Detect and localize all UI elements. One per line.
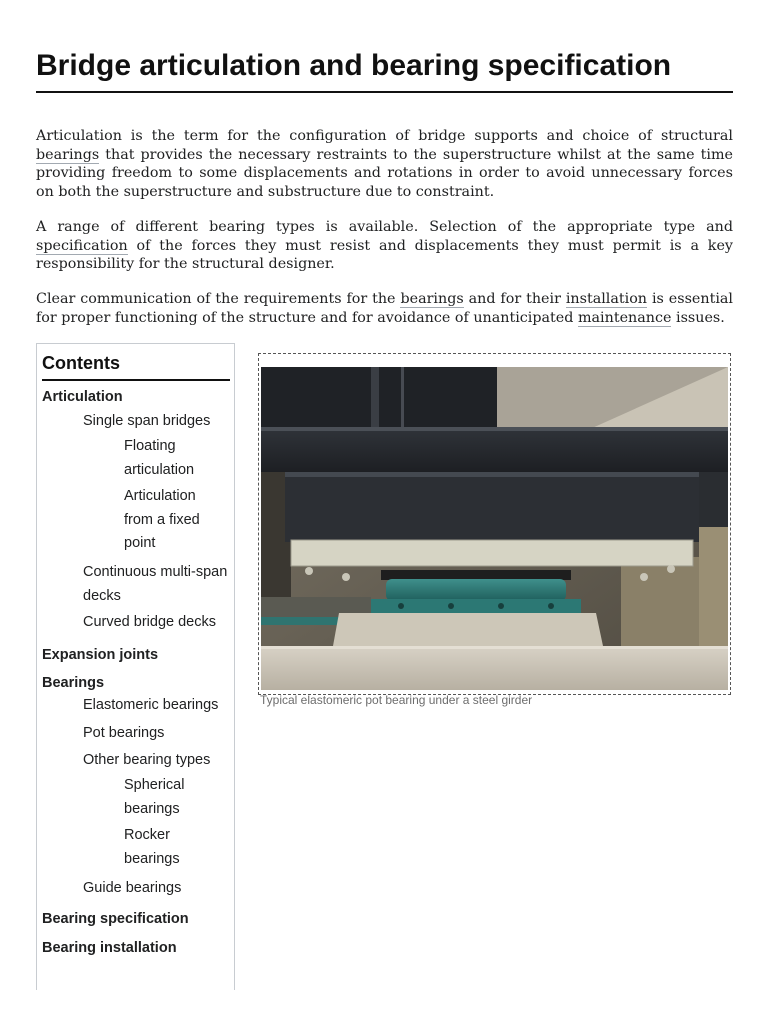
- text-span: of the forces they must resist and displacements they must permit is a key responsibility for the structural designer.: [36, 237, 733, 273]
- toc-item-floating-articulation[interactable]: Floating articulation: [124, 438, 195, 478]
- bearings-link[interactable]: bearings: [36, 146, 100, 163]
- installation-link[interactable]: installation: [565, 291, 648, 307]
- text-span: and for their: [463, 291, 566, 307]
- toc-item-other-bearing-types[interactable]: Other bearing types: [83, 752, 211, 768]
- text-span: that provides the necessary restraints to the superstructure whilst at the same time providing freedom to some displacements and rotations in order to avoid unnecessary forces on both the superstructure and substructure due to constraint.: [36, 146, 733, 200]
- table-of-contents: [36, 343, 235, 990]
- title-divider: [36, 91, 733, 93]
- toc-item-bearing-installation[interactable]: Bearing installation: [42, 940, 177, 956]
- toc-item-rocker-bearings[interactable]: Rocker bearings: [124, 827, 180, 867]
- pot-bearing-illustration: [261, 367, 728, 690]
- page-title: Bridge articulation and bearing specification: [36, 49, 672, 82]
- toc-item-elastomeric-bearings[interactable]: Elastomeric bearings: [83, 697, 219, 713]
- bearing-photo: [261, 367, 728, 690]
- text-span: is essential for proper functioning of the structure and for avoidance of unanticipated: [36, 291, 733, 326]
- toc-item-guide-bearings[interactable]: Guide bearings: [83, 880, 182, 896]
- toc-item-continuous-decks[interactable]: Continuous multi-span decks: [83, 564, 228, 604]
- intro-paragraph-3: [36, 290, 733, 327]
- toc-item-bearing-specification[interactable]: Bearing specification: [42, 911, 189, 927]
- maintenance-link[interactable]: maintenance: [577, 309, 672, 326]
- intro-paragraph-1: [36, 127, 733, 201]
- text-span: Articulation is the term for the configuration of bridge supports and choice of structural: [36, 128, 733, 144]
- toc-item-spherical-bearings[interactable]: Spherical bearings: [124, 777, 185, 817]
- bearing-figure: [258, 353, 731, 695]
- toc-item-single-span-bridges[interactable]: Single span bridges: [83, 413, 211, 429]
- bearings-link[interactable]: bearings: [400, 291, 464, 307]
- text-span: issues.: [671, 309, 725, 326]
- toc-item-articulation-fixed-point[interactable]: Articulation from a fixed point: [124, 488, 200, 551]
- toc-title: Contents: [42, 353, 120, 373]
- intro-paragraph-2: [36, 218, 733, 274]
- toc-item-articulation[interactable]: Articulation: [42, 389, 123, 405]
- toc-item-bearings[interactable]: Bearings: [42, 675, 105, 691]
- toc-item-expansion-joints[interactable]: Expansion joints: [42, 647, 159, 663]
- figure-caption: Typical elastomeric pot bearing under a steel girder: [260, 693, 533, 707]
- text-span: A range of different bearing types is available. Selection of the appropriate type and: [36, 219, 733, 235]
- toc-item-pot-bearings[interactable]: Pot bearings: [83, 725, 165, 741]
- toc-item-curved-bridge-decks[interactable]: Curved bridge decks: [83, 614, 216, 630]
- toc-divider: [42, 379, 230, 381]
- text-span: Clear communication of the requirements for the: [36, 291, 401, 307]
- specification-link[interactable]: specification: [36, 237, 128, 254]
